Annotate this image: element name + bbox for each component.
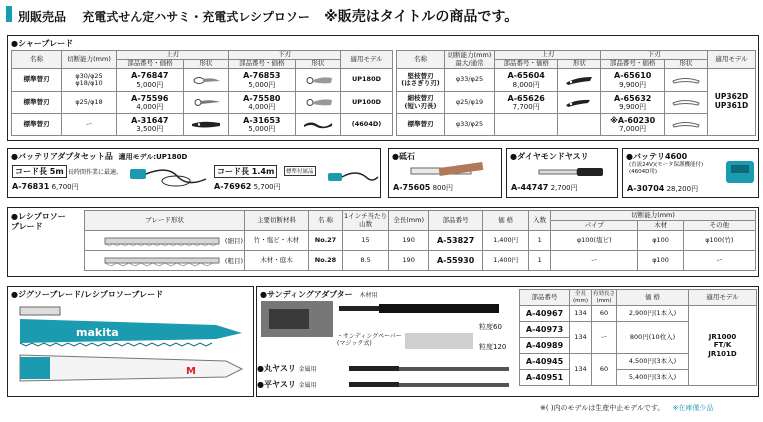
code: A-40945 [520,354,570,370]
lower-price: 9,900円 [619,80,647,89]
material: 木材・庭木 [245,251,309,271]
col-price: 価 格 [483,211,529,231]
table-row [520,306,757,322]
coarse-blade-icon [103,255,223,267]
col-model: 適用モデル [689,290,757,306]
col-name: 名称 [12,51,62,69]
eff: 60 [592,354,617,386]
diamond-file-image [537,163,607,181]
upper-price: 8,000円 [512,80,540,89]
blade-shape-icon [664,92,707,114]
qty: 1 [529,251,551,271]
upper-code: A-65626 [507,93,545,103]
teeth: 8.5 [343,251,389,271]
code: A-40951 [520,370,570,386]
col-wood: 木材 [638,221,683,231]
col-shape-upper: 形状 [183,60,228,69]
col-model: 適用モデル [341,51,393,69]
adapter-section [7,148,381,198]
footer-note-low-stock: ※在庫僅少品 [672,404,714,412]
lower-code: A-76853 [243,71,281,81]
table-row [85,231,756,251]
row-cap: φ33/φ25 [445,69,495,92]
model: JR1000 FT/K JR101D [689,306,757,386]
col-name: 名称 [397,51,445,69]
col-upper: 上刃 [495,51,601,60]
shape-label: (粗目) [224,256,243,265]
lower-code: ※A-60230 [610,115,656,125]
grit-120-label: 粒度120 [479,343,507,351]
code: A-40967 [520,306,570,322]
blade-shape-icon [295,69,340,92]
adapter2-cord: コード長 1.4m [214,165,277,178]
row-cap: φ30/φ25 φ18/φ10 [62,69,117,92]
table-row [85,251,756,271]
row-model: UP180D [341,69,393,92]
whetstone-section [388,148,502,198]
sanding-title [260,289,377,300]
flat-file-title-text: ●平ヤスリ [257,380,296,389]
other: φ100(竹) [683,231,755,251]
col-material: 主要切断材料 [245,211,309,231]
row-model: (4604D) [341,114,393,136]
row-cap: φ33/φ25 [445,114,495,136]
section-title: ●シャーブレード [11,39,74,48]
price: 800円(10枚入) [617,322,689,354]
col-name: 名 称 [309,211,343,231]
col-code: 部品番号 [520,290,570,306]
grit-60-label: 粒度60 [479,323,502,331]
round-file-title-text: ●丸ヤスリ [257,364,296,373]
shear-table-left [11,50,393,136]
adapter1-price: 6,700円 [51,183,79,191]
upper-code: A-76847 [131,71,169,81]
header-note: ※販売はタイトルの商品です。 [324,9,519,25]
jigsaw-blades-image [16,303,246,393]
col-shape-lower: 形状 [295,60,340,69]
row-cap: ー [62,114,117,136]
diamond-file-code: A-44747 [511,183,549,192]
material: 竹・塩ビ・木材 [245,231,309,251]
round-file-title [257,363,317,374]
adapter2-price: 5,700円 [253,183,281,191]
sandpaper-label: ・サンディングペーパー (マジック式) [337,333,402,348]
recipro-section [7,207,759,277]
price: 2,900円(1本入) [617,306,689,322]
recipro-table [84,210,756,271]
col-model: 適用モデル [708,51,756,69]
sanding-title-note: 木材用 [359,292,378,299]
row-name: 堅枝替刃 (はさぎり刃) [397,69,445,92]
sanding-adapter-image [337,301,517,317]
upper-code: A-75596 [131,93,169,103]
sandpaper-image [405,333,473,349]
shear-table-right [396,50,756,136]
blade-shape-icon [664,114,707,136]
lower-code: A-65610 [614,71,652,81]
col-cap: 切断能力(mm) [62,51,117,69]
upper-price: 4,000円 [136,103,164,112]
sanding-section [256,286,759,397]
adapter-title [11,151,187,162]
lower-code: A-65632 [614,93,652,103]
row-model: UP362D UP361D [708,69,756,136]
upper-price: 5,000円 [136,80,164,89]
blade-shape-icon [558,92,601,114]
table-row [397,69,756,92]
upper-code: A-31647 [131,115,169,125]
category-label: 別販売品 [18,10,67,24]
adapter1-code: A-76831 [12,182,50,191]
code: A-55930 [429,251,483,271]
diamond-file-part [511,183,578,193]
wood: φ100 [638,251,683,271]
col-lower: 下刃 [228,51,340,60]
recipro-title: ●レシプロソー ブレード [11,212,66,231]
blade-shape-icon [295,92,340,114]
battery-section [622,148,759,198]
battery-image [723,157,757,187]
upper-price: 7,700円 [512,103,540,112]
upper-price: 3,500円 [136,125,164,134]
blade-shape-icon [295,114,340,136]
adapter1-note: 長時間作業に最適。 [68,169,123,176]
adapter1-image [128,163,208,191]
row-name: 標準替刃 [12,114,62,136]
blade-shape-icon [558,69,601,92]
table-row [12,92,393,114]
lower-price: 9,900円 [619,103,647,112]
lower-code: A-31653 [243,115,281,125]
diamond-file-section [506,148,618,198]
col-teeth: 1インチ当たり 山数 [343,211,389,231]
length: 134 [570,354,592,386]
whetstone-part [393,183,453,193]
qty: 1 [529,231,551,251]
row-name: 細枝替刃 (短い刃長) [397,92,445,114]
lower-price: 5,000円 [248,125,276,134]
flat-file-image [347,378,517,392]
row-model: UP100D [341,92,393,114]
page-header [6,4,758,24]
makita-logo: makita [76,326,119,339]
col-partno-upper: 部品番号・価格 [495,60,558,69]
price: 1,400円 [483,251,529,271]
col-qty: 入数 [529,211,551,231]
name: No.27 [309,231,343,251]
blade-shape-icon [183,114,228,136]
flat-file-title [257,379,317,390]
battery-desc: (直流24V)(モータ保護機能付) (4604D用) [629,162,704,175]
battery-price: 28,200円 [666,185,699,193]
eff: 60 [592,306,617,322]
upper-code: A-65604 [507,71,545,81]
col-shape-upper: 形状 [558,60,601,69]
row-name: 標準替刃 [12,69,62,92]
round-file-image [347,362,517,376]
adapter1-cord: コード長 5m [12,165,67,178]
table-row [397,114,756,136]
row-cap: φ25/φ19 [445,92,495,114]
col-partno-lower: 部品番号・価格 [228,60,295,69]
battery-code: A-30704 [627,184,665,193]
name: No.28 [309,251,343,271]
round-file-note: 金属用 [298,366,317,373]
col-other: その他 [683,221,755,231]
lower-code: A-75580 [243,93,281,103]
battery-title: ●バッテリ4600 [626,152,688,161]
adapter-applicable: 適用モデル:UP180D [118,153,188,161]
col-partno-lower: 部品番号・価格 [601,60,664,69]
wood: φ100 [638,231,683,251]
price: 5,400円(3本入) [617,370,689,386]
adapter2-code: A-76962 [214,182,252,191]
whetstone-title: ●砥石 [392,152,415,161]
battery-part [627,184,698,194]
col-shape-lower: 形状 [664,60,707,69]
code: A-40973 [520,322,570,338]
row-cap: φ25/φ18 [62,92,117,114]
sanding-title-text: ●サンディングアダプター [260,290,353,299]
header-accent-bar [6,6,12,22]
blade-shape-icon [183,69,228,92]
row-name: 標準替刃 [397,114,445,136]
blade-shape-icon [558,114,601,136]
col-length: 全長(mm) [389,211,429,231]
row-name: 標準替刃 [12,92,62,114]
page-title: 充電式せん定ハサミ・充電式レシプロソー [82,10,310,24]
lower-price: 4,000円 [248,103,276,112]
svg-text:M: M [186,366,196,377]
col-capacity: 切断能力(mm) [551,211,756,221]
adapter2-tag: 標準付属品 [284,166,316,176]
flat-file-note: 金属用 [298,382,317,389]
lower-price: 5,000円 [248,80,276,89]
pipe: ー [551,251,638,271]
length: 190 [389,231,429,251]
jigsaw-title: ●ジグソーブレード/レシプロソーブレード [11,290,164,299]
blade-shape-icon [183,92,228,114]
table-row [12,114,393,136]
pipe: φ100(塩ビ) [551,231,638,251]
table-row [12,69,393,92]
col-partno-upper: 部品番号・価格 [117,60,184,69]
code: A-53827 [429,231,483,251]
teeth: 15 [343,231,389,251]
col-code: 部品番号 [429,211,483,231]
col-length: 全長 (mm) [570,290,592,306]
eff: ー [592,322,617,354]
lower-price: 7,000円 [619,125,647,134]
header-title [18,6,518,26]
footer-note-discontinued: ※( )内のモデルは生産中止モデルです。 [540,404,665,412]
diamond-file-title: ●ダイヤモンドヤスリ [510,152,589,161]
adapter1-part [12,182,79,192]
sanding-photo [261,301,333,337]
price: 1,400円 [483,231,529,251]
other: ー [683,251,755,271]
blade-shape-icon [664,69,707,92]
table-row [397,92,756,114]
shear-blade-section [7,35,759,141]
adapter2-image [326,163,380,191]
length: 134 [570,322,592,354]
shape-label: (細目) [224,236,243,245]
col-shape: ブレード形状 [85,211,245,231]
col-lower: 下刃 [601,51,708,60]
sanding-table [519,289,757,386]
adapter2-part [214,182,281,192]
diamond-file-price: 2,700円 [550,184,578,192]
code: A-40989 [520,338,570,354]
adapter-title-text: ●バッテリアダプタセット品 [11,152,113,161]
length: 134 [570,306,592,322]
whetstone-code: A-75605 [393,183,431,192]
col-upper: 上刃 [117,51,229,60]
whetstone-image [409,162,489,180]
jigsaw-section [7,286,254,397]
col-eff: 有効長さ (mm) [593,291,616,304]
col-price: 価 格 [617,290,689,306]
col-pipe: パイプ [551,221,638,231]
whetstone-price: 800円 [432,184,453,192]
col-cap: 切断能力(mm) 最大/通常 [445,51,495,69]
fine-blade-icon [103,235,223,247]
length: 190 [389,251,429,271]
footer-notes [540,403,713,413]
price: 4,500円(3本入) [617,354,689,370]
